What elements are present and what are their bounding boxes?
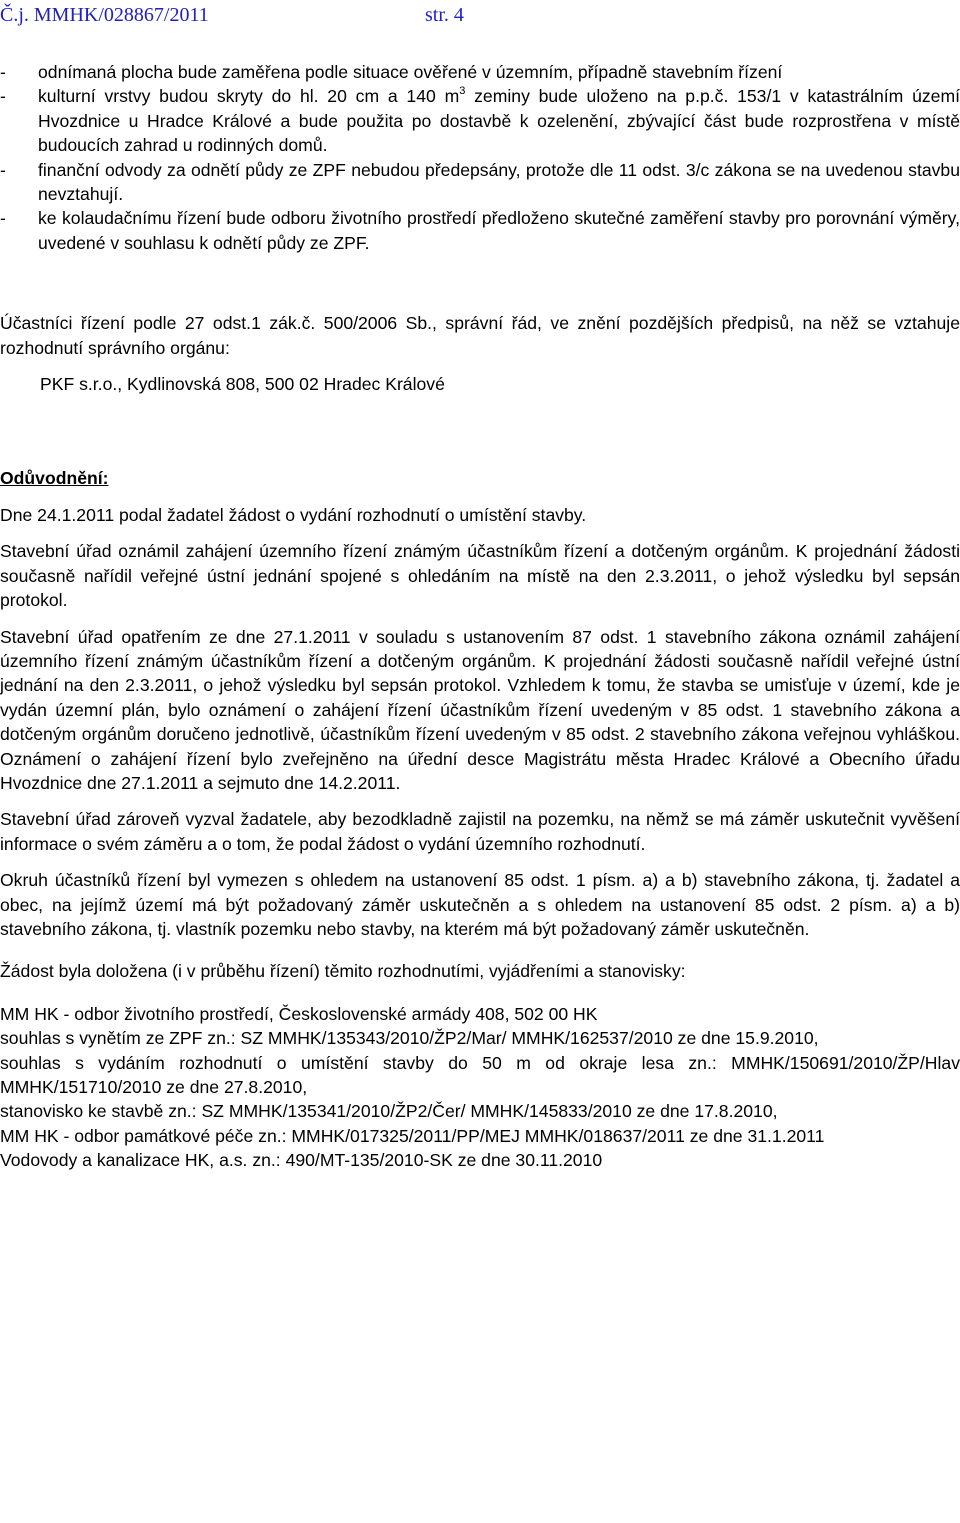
document-item: Vodovody a kanalizace HK, a.s. zn.: 490/MT-135/2010-SK ze dne 30.11.2010 — [0, 1150, 603, 1171]
page-number: str. 4 — [425, 4, 464, 26]
condition-item — [0, 60, 960, 84]
bullet-dash: - — [0, 86, 6, 107]
superscript: 3 — [459, 85, 466, 98]
bullet-dash: - — [0, 159, 6, 180]
case-reference: Č.j. MMHK/028867/2011 — [0, 4, 209, 26]
paragraph: Stavební úřad opatřením ze dne 27.1.2011 v souladu s ustanovením 87 odst. 1 stavebního zákona oznámil zahájení územního řízení známým účastníkům řízení a dotčeným orgánům. K projednání žádosti současně nařídil veřejné ústní jednání na den 2.3.2011, o jehož výsledku byl sepsán protokol. Vzhledem k tomu, že stavba se umisťuje v území, kde je vydán územní plán, bylo oznámení o zahájení řízení účastníkům řízení uvedeným v 85 odst. 1 stavebního zákona a dotčeným orgánům doručeno jednotlivě, účastníkům řízení uvedeným v 85 odst. 2 stavebního zákona veřejnou vyhláškou. Oznámení o zahájení řízení bylo zveřejněno na úřední desce Magistrátu města Hradec Králové a Obecního úřadu Hvozdnice dne 27.1.2011 a sejmuto dne 14.2.2011. — [0, 626, 960, 793]
document-item: souhlas s vydáním rozhodnutí o umístění stavby do 50 m od okraje lesa zn.: MMHK/150691/2010/ŽP/Hlav MMHK/151710/2010 ze dne 27.8.2010, — [0, 1052, 960, 1097]
participants-intro: Účastníci řízení podle 27 odst.1 zák.č. 500/2006 Sb., správní řád, ve znění pozdějších předpisů, na něž se vztahuje rozhodnutí správního orgánu: — [0, 313, 960, 358]
page-header — [0, 0, 960, 30]
document-item: MM HK - odbor životního prostředí, Československé armády 408, 502 00 HK — [0, 1003, 598, 1024]
document-item: souhlas s vynětím ze ZPF zn.: SZ MMHK/135343/2010/ŽP2/Mar/ MMHK/162537/2010 ze dne 15.9.2010, — [0, 1028, 819, 1049]
paragraph: Dne 24.1.2011 podal žadatel žádost o vydání rozhodnutí o umístění stavby. — [0, 504, 587, 525]
participant-party: PKF s.r.o., Kydlinovská 808, 500 02 Hradec Králové — [40, 374, 445, 395]
condition-text: odnímaná plocha bude zaměřena podle situace ověřené v územním, případně stavebním řízení — [38, 62, 783, 82]
condition-text-start: kulturní vrstvy budou skryty do hl. 20 cm a 140 m — [38, 86, 460, 107]
justification-heading: Odůvodnění: — [0, 468, 109, 489]
condition-text — [38, 84, 960, 157]
condition-text-rest: zeminy bude uloženo na p.p.č. 153/1 v katastrálním území Hvozdnice u Hradce Králové a bude použita po dostavbě k ozelenění, zbývající část bude rozprostřena v místě budoucích zahrad u rodinných domů. — [38, 86, 960, 156]
bullet-dash: - — [0, 208, 6, 229]
bullet-dash: - — [0, 62, 6, 82]
condition-item — [0, 84, 960, 157]
document-item: stanovisko ke stavbě zn.: SZ MMHK/135341/2010/ŽP2/Čer/ MMHK/145833/2010 ze dne 17.8.2010, — [0, 1101, 778, 1122]
document-item: MM HK - odbor památkové péče zn.: MMHK/017325/2011/PP/MEJ MMHK/018637/2011 ze dne 31.1.2011 — [0, 1125, 825, 1146]
paragraph: Stavební úřad zároveň vyzval žadatele, aby bezodkladně zajistil na pozemku, na němž se má záměr uskutečnit vyvěšení informace o svém záměru a o tom, že podal žádost o vydání územního rozhodnutí. — [0, 809, 960, 854]
condition-text: finanční odvody za odnětí půdy ze ZPF nebudou předepsány, protože dle 11 odst. 3/c zákona se na uvedenou stavbu nevztahují. — [38, 159, 960, 205]
document-body — [0, 60, 960, 1173]
condition-item — [0, 206, 960, 255]
paragraph: Okruh účastníků řízení byl vymezen s ohledem na ustanovení 85 odst. 1 písm. a) a b) stavebního zákona, tj. žadatel a obec, na jejímž území má být požadovaný záměr uskutečněn a s ohledem na ustanovení 85 odst. 2 písm. a) a b) stavebního zákona, tj. vlastník pozemku nebo stavby, na kterém má být požadovaný záměr uskutečněn. — [0, 870, 960, 939]
paragraph: Stavební úřad oznámil zahájení územního řízení známým účastníkům řízení a dotčeným orgánům. K projednání žádosti současně nařídil veřejné ústní jednání spojené s ohledáním na místě na den 2.3.2011, o jehož výsledku byl sepsán protokol. — [0, 541, 960, 611]
condition-text: ke kolaudačnímu řízení bude odboru životního prostředí předloženo skutečné zaměření stavby pro porovnání výměry, uvedené v souhlasu k odnětí půdy ze ZPF. — [38, 208, 960, 253]
condition-item — [0, 158, 960, 207]
paragraph: Žádost byla doložena (i v průběhu řízení) těmito rozhodnutími, vyjádřeními a stanovisky: — [0, 961, 686, 982]
